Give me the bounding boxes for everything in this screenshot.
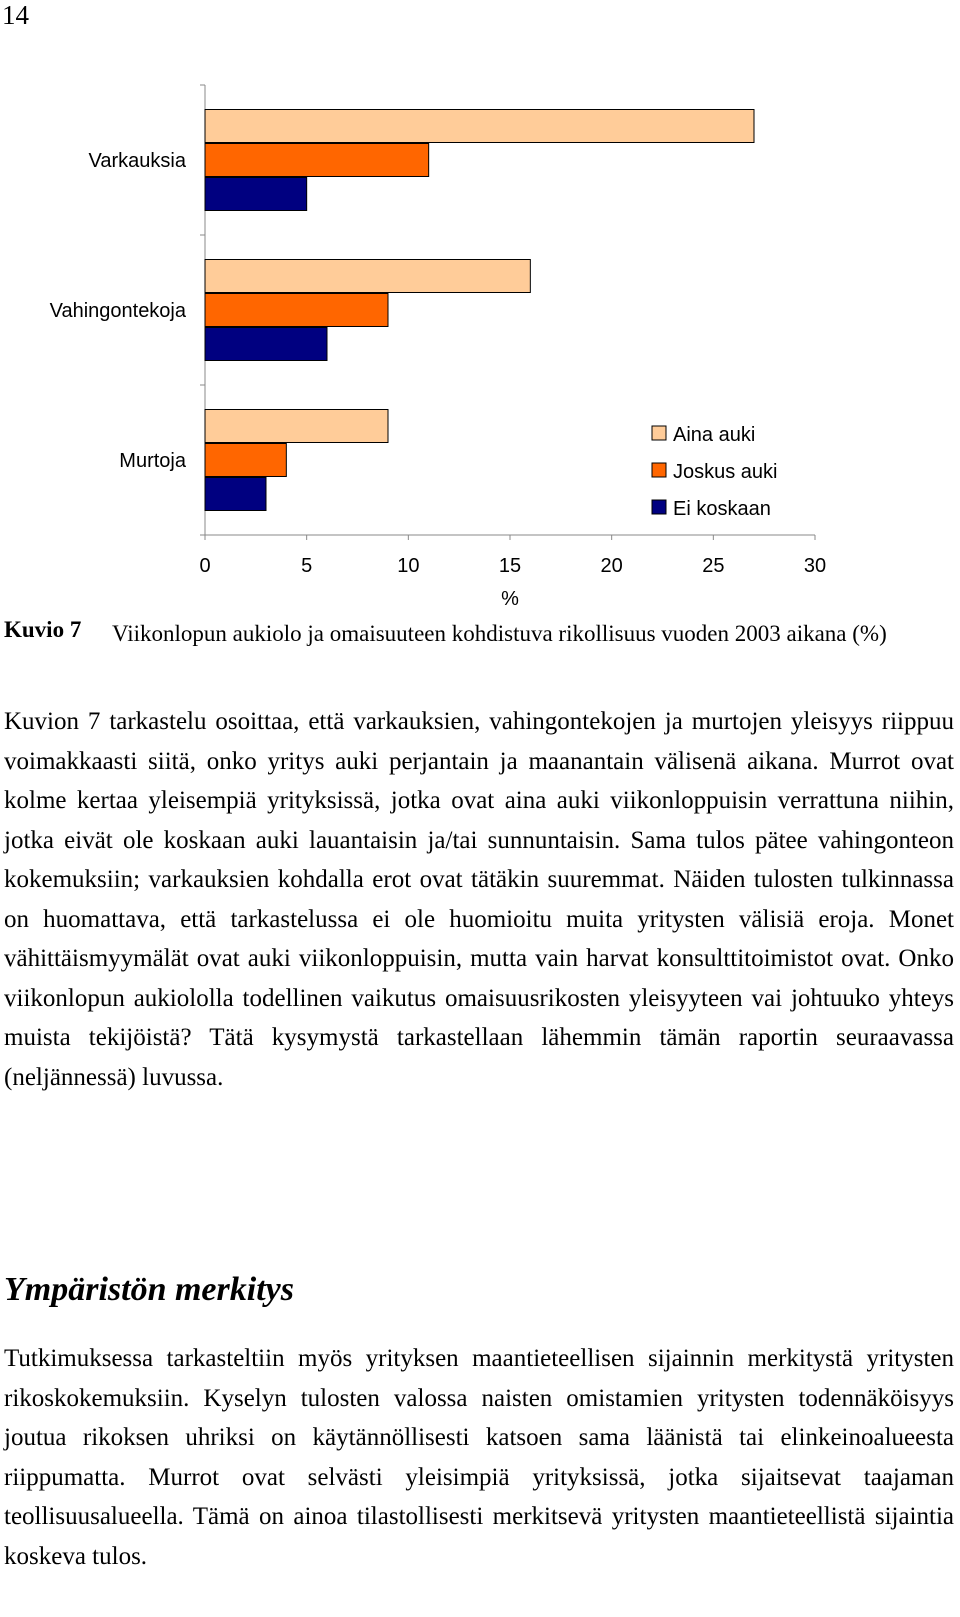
bar — [205, 144, 429, 177]
legend-label: Joskus auki — [673, 461, 778, 483]
bar — [205, 178, 307, 211]
bar — [205, 410, 388, 443]
section-heading: Ympäristön merkitys — [4, 1271, 294, 1308]
legend-swatch — [652, 463, 666, 477]
x-tick-label: 20 — [600, 555, 623, 577]
bar — [205, 444, 286, 477]
x-tick-label: 0 — [199, 555, 211, 577]
legend-label: Aina auki — [673, 424, 756, 446]
bar — [205, 294, 388, 327]
category-label: Murtoja — [119, 450, 186, 472]
category-label: Vahingontekoja — [49, 300, 186, 322]
bar-chart — [0, 0, 960, 620]
bar — [205, 260, 530, 293]
bar — [205, 110, 754, 143]
x-axis-label: % — [501, 588, 519, 610]
legend-swatch — [652, 500, 666, 514]
page-number: 14 — [2, 0, 29, 30]
x-tick-label: 25 — [702, 555, 725, 577]
body-paragraph-1: Kuvion 7 tarkastelu osoittaa, että varkauksien, vahingontekojen ja murtojen yleisyys riippuu voimakkaasti siitä, onko yritys auki perjantain ja maanantain välisenä aikana. Murrot ovat kolme kertaa yleisempiä yrityksissä, jotka ovat aina auki viikonloppuisin verrattuna niihin, jotka eivät ole koskaan auki lauantaisin ja/tai sunnuntaisin. Sama tulos pätee vahingonteon kokemuksiin; varkauksien kohdalla erot ovat tätäkin suuremmat. Näiden tulosten tulkinnassa on huomattava, että tarkastelussa ei ole huomioitu muita yritysten välisiä eroja. Monet vähittäismyymälät ovat auki viikonloppuisin, mutta vain harvat konsulttitoimistot ovat. Onko viikonlopun aukiololla todellinen vaikutus omaisuusrikosten yleisyyteen vai johtuuko yhteys muista tekijöistä? Tätä kysymystä tarkastellaan lähemmin tämän raportin seuraavassa (neljännessä) luvussa. — [4, 708, 954, 1091]
legend-swatch — [652, 426, 666, 440]
category-label: Varkauksia — [88, 150, 186, 172]
x-tick-label: 15 — [498, 555, 522, 577]
x-tick-label: 30 — [803, 555, 827, 577]
bar — [205, 478, 266, 511]
caption-label: Kuvio 7 — [4, 617, 82, 642]
bar — [205, 328, 327, 361]
body-paragraph-2: Tutkimuksessa tarkasteltiin myös yrityksen maantieteellisen sijainnin merkitystä yritysten rikoskokemuksiin. Kyselyn tulosten valossa naisten omistamien yritysten todennäköisyys joutua rikoksen uhriksi on käytännöllisesti katsoen sama läänistä tai elinkeinoalueesta riippumatta. Murrot ovat selvästi yleisimpiä yrityksissä, jotka sijaitsevat taajaman teollisuusalueella. Tämä on ainoa tilastollisesti merkitsevä yritysten maantieteellistä sijaintia koskeva tulos. — [4, 1345, 954, 1570]
x-tick-label: 5 — [301, 555, 313, 577]
x-tick-label: 10 — [397, 555, 420, 577]
caption-text: Viikonlopun aukiolo ja omaisuuteen kohdistuva rikollisuus vuoden 2003 aikana (%) — [112, 621, 887, 646]
legend-label: Ei koskaan — [673, 498, 771, 520]
